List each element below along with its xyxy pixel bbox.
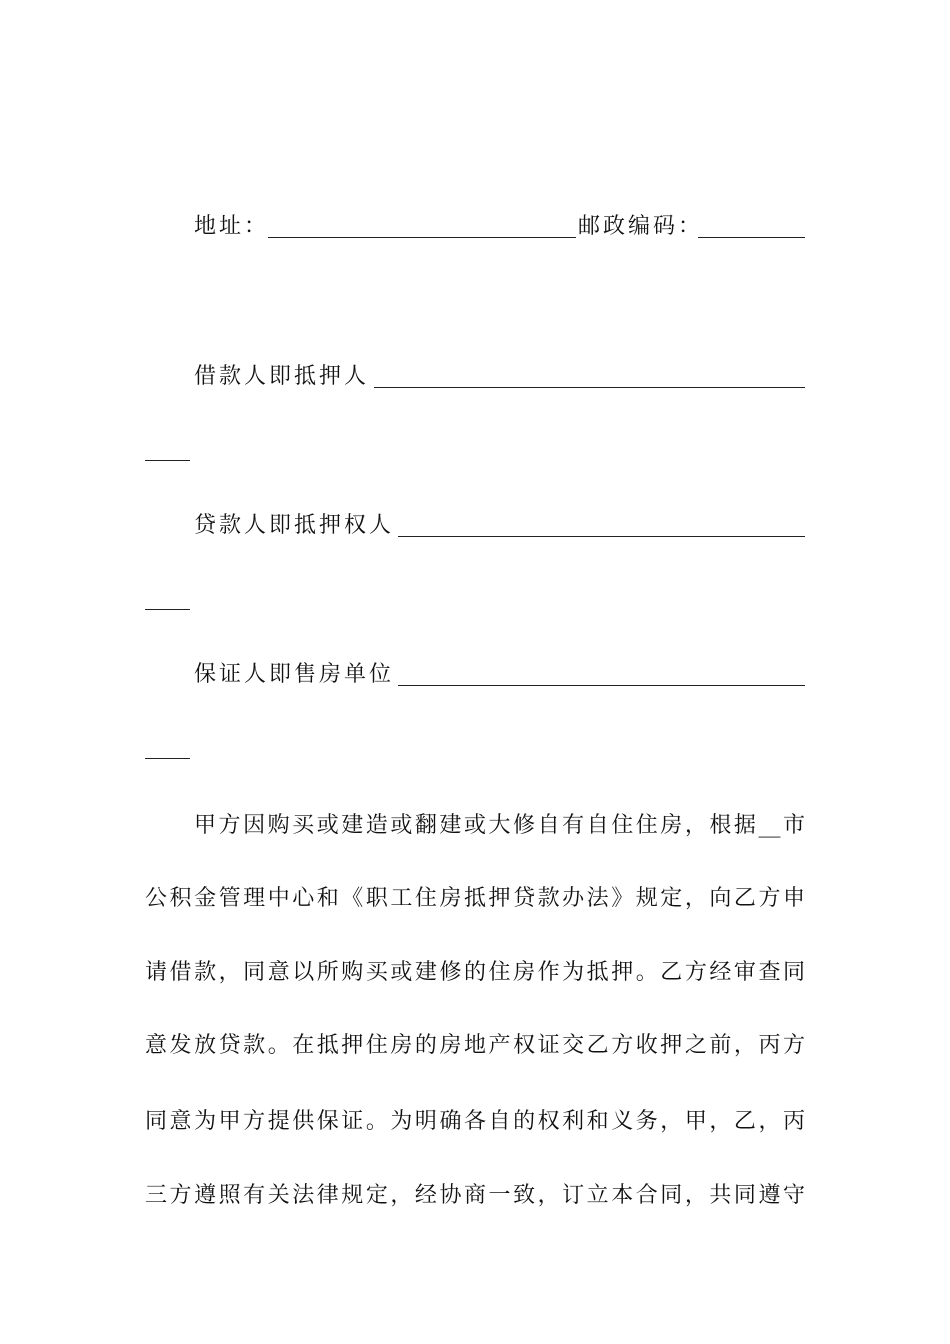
address-label: 地址： xyxy=(194,214,270,239)
body-line-6: 三方遵照有关法律规定，经协商一致，订立本合同，共同遵守 xyxy=(145,1183,805,1208)
guarantor-field-continuation[interactable] xyxy=(145,758,190,759)
lender-label: 贷款人即抵押权人 xyxy=(194,513,395,538)
body-line-3: 请借款，同意以所购买或建修的住房作为抵押。乙方经审查同 xyxy=(145,960,805,985)
lender-field[interactable] xyxy=(398,536,805,537)
body-line-2: 公积金管理中心和《职工住房抵押贷款办法》规定，向乙方申 xyxy=(145,886,805,911)
lender-field-continuation[interactable] xyxy=(145,609,190,610)
guarantor-label: 保证人即售房单位 xyxy=(194,662,395,687)
borrower-label: 借款人即抵押人 xyxy=(194,364,370,389)
body-line-1: 甲方因购买或建造或翻建或大修自有自住住房，根据__市 xyxy=(194,813,805,838)
postal-code-label: 邮政编码： xyxy=(578,214,704,239)
borrower-field[interactable] xyxy=(374,387,805,388)
body-line-4: 意发放贷款。在抵押住房的房地产权证交乙方收押之前，丙方 xyxy=(145,1033,805,1058)
postal-code-field[interactable] xyxy=(698,237,805,238)
guarantor-field[interactable] xyxy=(398,685,805,686)
address-field[interactable] xyxy=(268,237,576,238)
body-line-5: 同意为甲方提供保证。为明确各自的权利和义务，甲，乙，丙 xyxy=(145,1109,805,1134)
borrower-field-continuation[interactable] xyxy=(145,460,190,461)
